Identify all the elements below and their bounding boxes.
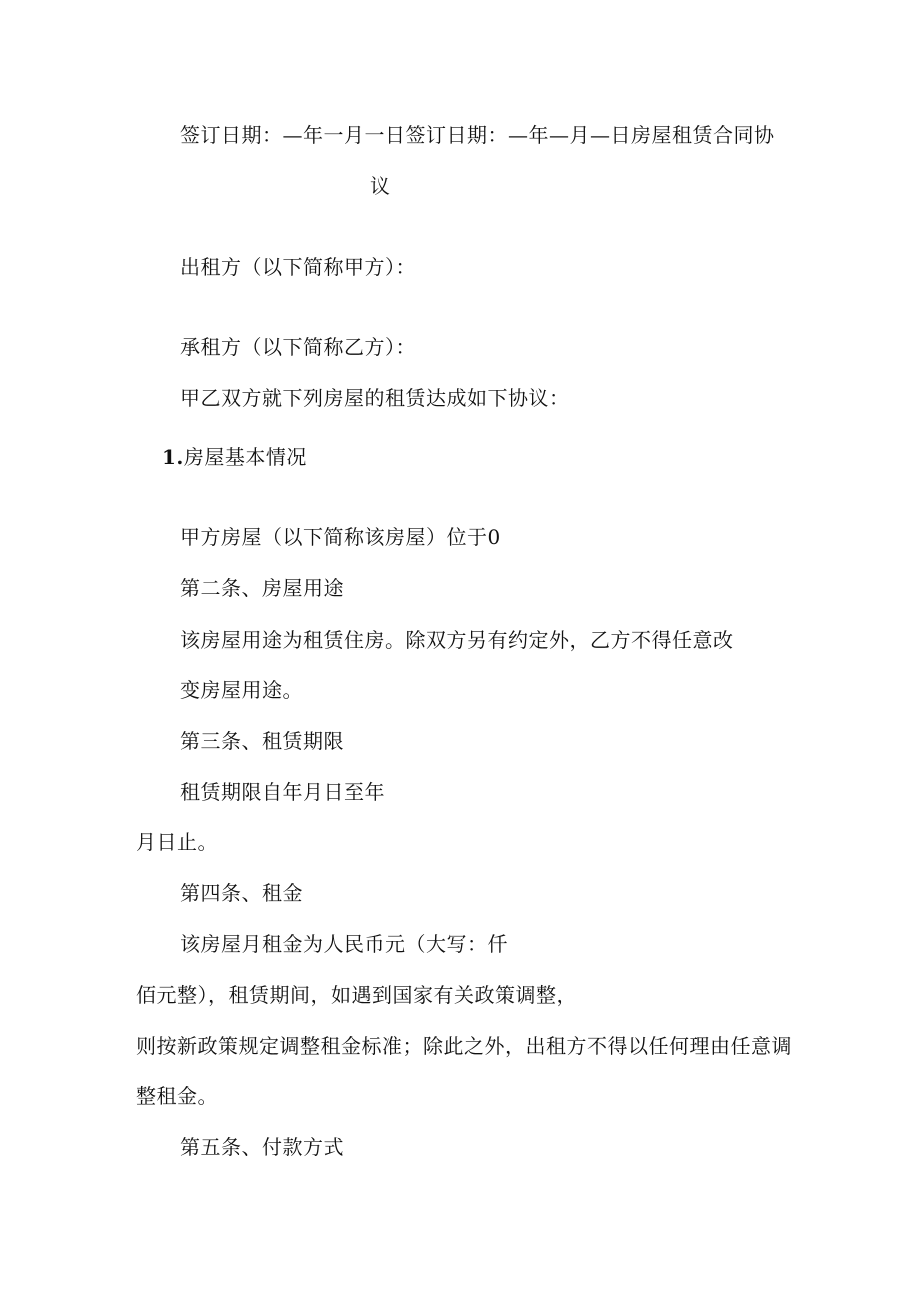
title-line-1: 签订日期：—年一月一日签订日期：—年—月—日房屋租赁合同协 <box>180 123 775 147</box>
section-1-heading <box>162 444 307 470</box>
section-5-title: 第五条、付款方式 <box>180 1135 344 1159</box>
section-1-title: 房屋基本情况 <box>183 445 307 469</box>
section-2-title: 第二条、房屋用途 <box>180 576 344 600</box>
lessor-line: 出租方（以下简称甲方）： <box>180 255 416 279</box>
section-4-body-line-1: 该房屋月租金为人民币元（大写：仟 <box>180 932 508 956</box>
section-4-body-line-4: 整租金。 <box>136 1084 218 1108</box>
section-4-body-line-2: 佰元整），租赁期间，如遇到国家有关政策调整， <box>136 983 577 1007</box>
section-4-body-line-3: 则按新政策规定调整租金标准；除此之外，出租方不得以任何理由任意调 <box>136 1034 792 1058</box>
section-1-number: 1. <box>162 445 184 469</box>
intro-paragraph: 甲乙双方就下列房屋的租赁达成如下协议： <box>180 386 570 410</box>
lessee-line: 承租方（以下简称乙方）： <box>180 335 416 359</box>
section-3-body-line-2: 月日止。 <box>136 830 218 854</box>
section-2-body-line-1: 该房屋用途为租赁住房。除双方另有约定外，乙方不得任意改 <box>180 628 734 652</box>
section-3-body-line-1: 租赁期限自年月日至年 <box>180 780 385 804</box>
section-3-title: 第三条、租赁期限 <box>180 729 344 753</box>
section-1-body: 甲方房屋（以下简称该房屋）位于0 <box>180 525 501 549</box>
section-2-body-line-2: 变房屋用途。 <box>180 678 303 702</box>
title-line-2: 议 <box>370 174 391 198</box>
section-4-title: 第四条、租金 <box>180 881 303 905</box>
